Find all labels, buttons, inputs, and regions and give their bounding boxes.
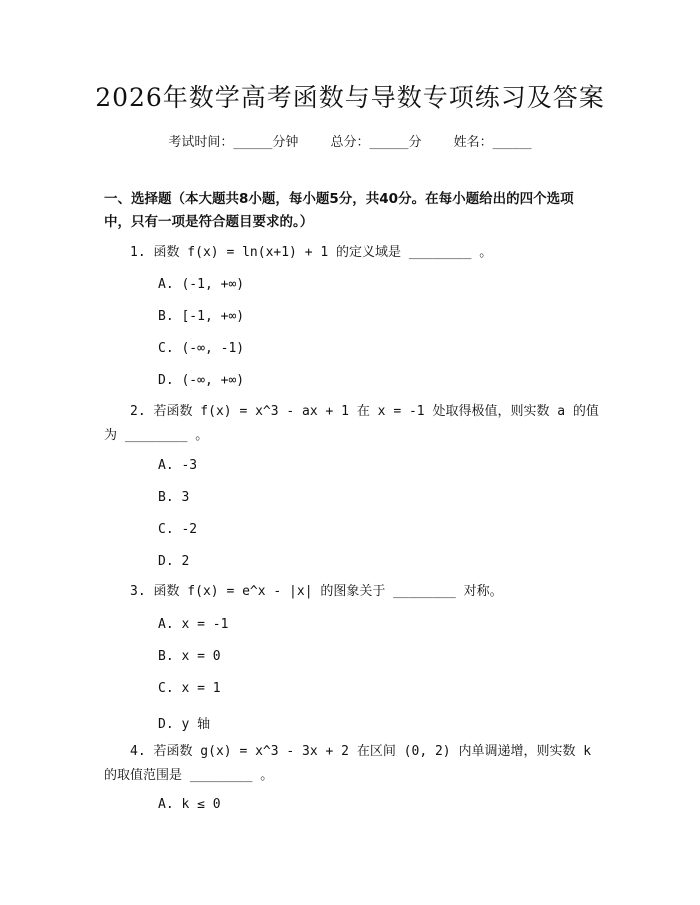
option: B. x = 0 <box>158 649 221 664</box>
option: B. 3 <box>158 490 190 505</box>
option: A. k ≤ 0 <box>158 797 221 812</box>
exam-meta <box>0 131 700 150</box>
option: D. y 轴 <box>158 717 211 732</box>
question-stem: 3. 函数 f(x) = e^x - |x| 的图象关于 ________ 对称。 <box>130 584 503 599</box>
option: D. 2 <box>158 554 190 569</box>
option: D. (-∞, +∞) <box>158 373 245 388</box>
option: A. x = -1 <box>158 617 229 632</box>
option: C. -2 <box>158 522 198 537</box>
section-heading: 一、选择题（本大题共8小题，每小题5分，共40分。在每小题给出的四个选项中，只有一项是符合题目要求的。） <box>104 191 574 230</box>
name-field: 姓名：______ <box>453 135 532 150</box>
option: C. x = 1 <box>158 681 221 696</box>
exam-time-field: 考试时间：______分钟 <box>168 135 299 150</box>
option: A. (-1, +∞) <box>158 277 245 292</box>
total-score-field: 总分：______分 <box>330 135 422 150</box>
page-title: 2026年数学高考函数与导数专项练习及答案 <box>95 83 605 112</box>
option: B. [-1, +∞) <box>158 309 245 324</box>
question-stem: 1. 函数 f(x) = ln(x+1) + 1 的定义域是 ________ 。 <box>130 245 493 260</box>
option: C. (-∞, -1) <box>158 341 245 356</box>
question-stem: 2. 若函数 f(x) = x^3 - ax + 1 在 x = -1 处取得极值，则实数 a 的值为 ________ 。 <box>104 404 599 443</box>
option: A. -3 <box>158 458 198 473</box>
question-stem: 4. 若函数 g(x) = x^3 - 3x + 2 在区间 (0, 2) 内单调递增，则实数 k 的取值范围是 ________ 。 <box>104 744 592 783</box>
